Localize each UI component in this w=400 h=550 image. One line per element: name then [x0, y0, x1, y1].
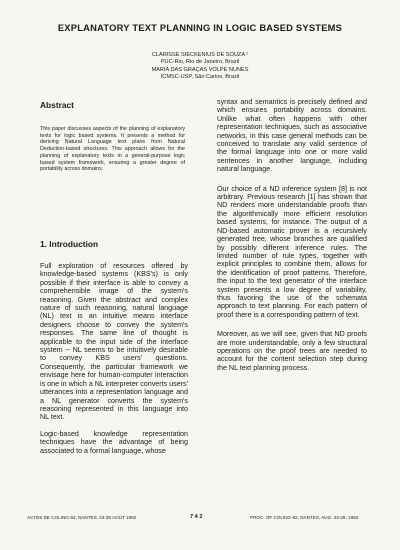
author-block — [0, 52, 400, 81]
intro-paragraph-1: Full exploration of resources offered by knowledge-based systems (KBS's) is only possible if their interface is able to convey a comprehensible image of the system's reasoning. Given the abstract and complex nature of such reasoning, natural language (NL) text is an intuitive means interface designers choose to convey the system's responses. The same line of thought is applicable to the input side of the interface system -- NL seems to be intuitively desirable to convey KBS users' questions. Consequently, the particular framework we envisage here for human-computer interaction is one in which a NL interpreter converts users' utterances into a representation language and a NL generator converts the system's reasoning represented in this language into NL text. — [40, 262, 188, 422]
author-name-1: CLARISSE SIECKENIUS DE SOUZA ¹ — [151, 52, 249, 58]
page-number: 7 4 2 — [190, 514, 203, 520]
author-affiliation-2: ICMSC-USP, São Carlos, Brazil — [160, 73, 240, 80]
abstract-text: This paper discusses aspects of the planning of explanatory texts for logic based systems. It presents a method for deriving Natural Language text plans from Natural Deduction-based structures. This approach allows for the planning of explanatory texts in a general-purpose logic based system framework, ensuring a greater degree of portability across domains. — [40, 126, 185, 173]
right-paragraph-1: syntax and semantics is precisely defined and which ensures portability across domains. Unlike what often happens with other representation techniques, such as associative networks, in this case general methods can be conceived to translate any valid sentence of the formal language into one or more valid sentences in another language, including natural language. — [217, 98, 367, 174]
page-footer — [0, 515, 400, 525]
author-affiliation-1: PUC-Rio, Rio de Janeiro, Brazil — [160, 59, 240, 66]
right-column-body — [217, 98, 367, 383]
footer-right-citation: PROC. OF COLING-92, NANTES, AUG. 23-28, 1992 — [250, 515, 359, 520]
abstract-heading: Abstract — [40, 100, 74, 110]
introduction-body — [40, 262, 188, 463]
right-paragraph-2: Our choice of a ND inference system [8] is not arbitrary. Previous research [1] has shown that ND renders more understandable proofs than the algorithmically more efficient resolution based systems, for instance. The output of a ND-based automatic prover is a recursively generated tree, whose branches are qualified by possibly different inference rules. The limited number of rule types, together with explicit principles to combine them, allows for the identification of proof patterns. Therefore, the input to the text generator of the interface system presents a low degree of variability, thus favoring the use of the schemata approach to text planning. For each pattern of proof there is a corresponding pattern of text. — [217, 184, 367, 319]
intro-paragraph-2: Logic-based knowledge representation techniques have the advantage of being associated to a formal language, whose — [40, 429, 188, 455]
author-name-2: MARIA DAS GRAÇAS VOLPE NUNES — [151, 66, 249, 73]
footer-left-citation: ACTES DE COLING-92, NANTES, 23-28 AOÛT 1992 — [27, 515, 137, 520]
right-paragraph-3: Moreover, as we will see, given that ND proofs are more understandable, only a few structural operations on the proof trees are needed to account for the content selection step during the NL text planning process. — [217, 330, 367, 372]
paper-title: EXPLANATORY TEXT PLANNING IN LOGIC BASED SYSTEMS — [57, 22, 343, 33]
introduction-heading: 1. Introduction — [40, 239, 99, 249]
